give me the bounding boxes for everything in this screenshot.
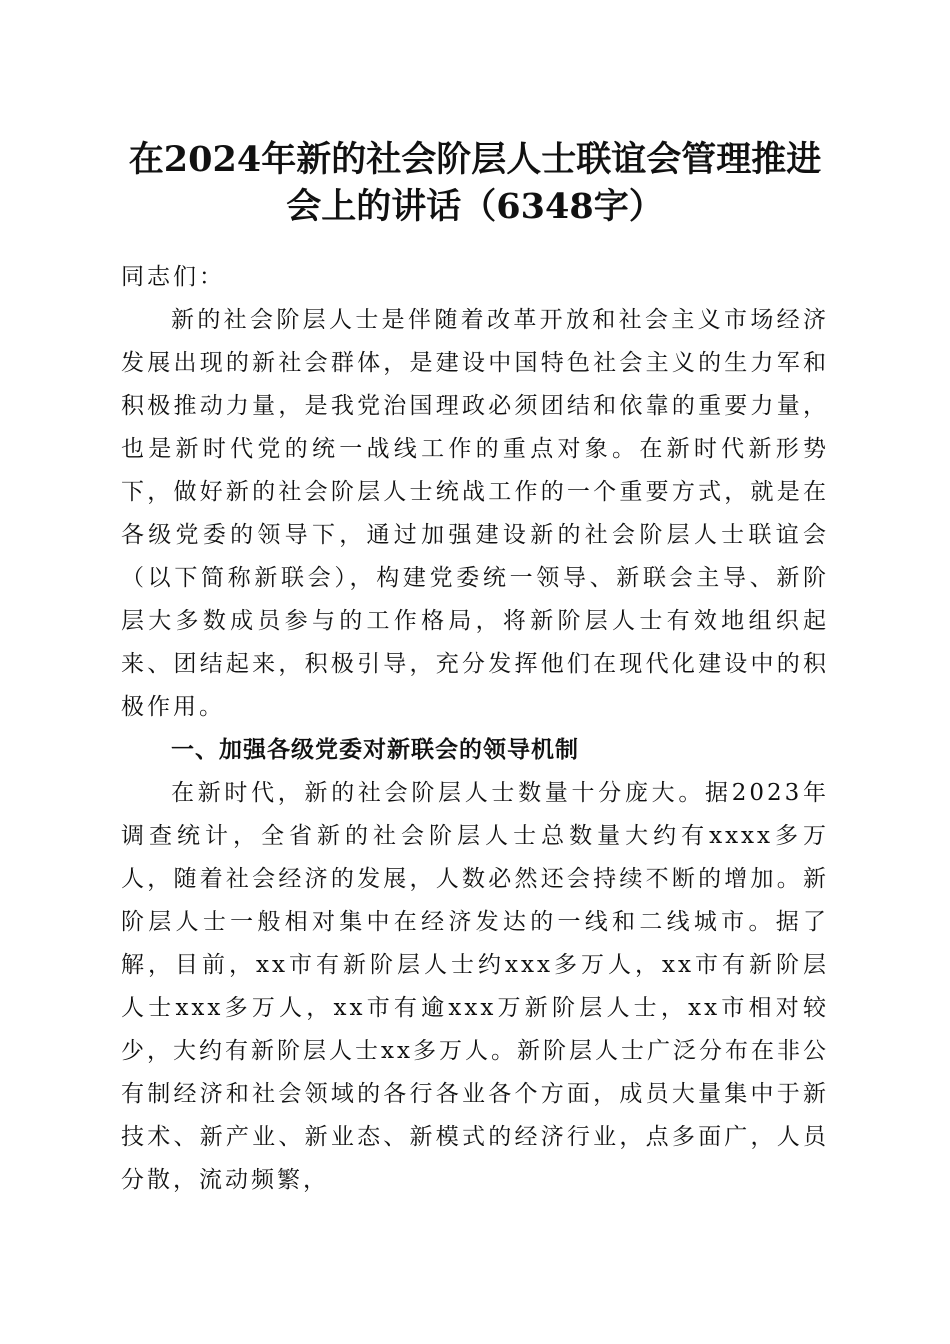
document-body	[121, 256, 829, 1202]
greeting: 同志们：	[121, 264, 225, 290]
title-line-1: 在2024年新的社会阶层人士联谊会管理推进	[128, 139, 822, 180]
section-heading-1: 一、加强各级党委对新联会的领导机制	[171, 737, 579, 763]
paragraph-intro: 新的社会阶层人士是伴随着改革开放和社会主义市场经济发展出现的新社会群体，是建设中国特色社会主义的生力军和积极推动力量，是我党治国理政必须团结和依靠的重要力量，也是新时代党的统一战线工作的重点对象。在新时代新形势下，做好新的社会阶层人士统战工作的一个重要方式，就是在各级党委的领导下，通过加强建设新的社会阶层人士联谊会（以下简称新联会），构建党委统一领导、新联会主导、新阶层大多数成员参与的工作格局，将新阶层人士有效地组织起来、团结起来，积极引导，充分发挥他们在现代化建设中的积极作用。	[121, 307, 829, 720]
paragraph-section-1: 在新时代，新的社会阶层人士数量十分庞大。据2023年调查统计，全省新的社会阶层人士总数量大约有xxxx多万人，随着社会经济的发展，人数必然还会持续不断的增加。新阶层人士一般相对集中在经济发达的一线和二线城市。据了解，目前，xx市有新阶层人士约xxx多万人，xx市有新阶层人士xxx多万人，xx市有逾xxx万新阶层人士，xx市相对较少，大约有新阶层人士xx多万人。新阶层人士广泛分布在非公有制经济和社会领域的各行各业各个方面，成员大量集中于新技术、新产业、新业态、新模式的经济行业，点多面广，人员分散，流动频繁，	[121, 780, 829, 1193]
document-title	[60, 136, 890, 230]
title-line-2: 会上的讲话（6348字）	[286, 186, 664, 227]
